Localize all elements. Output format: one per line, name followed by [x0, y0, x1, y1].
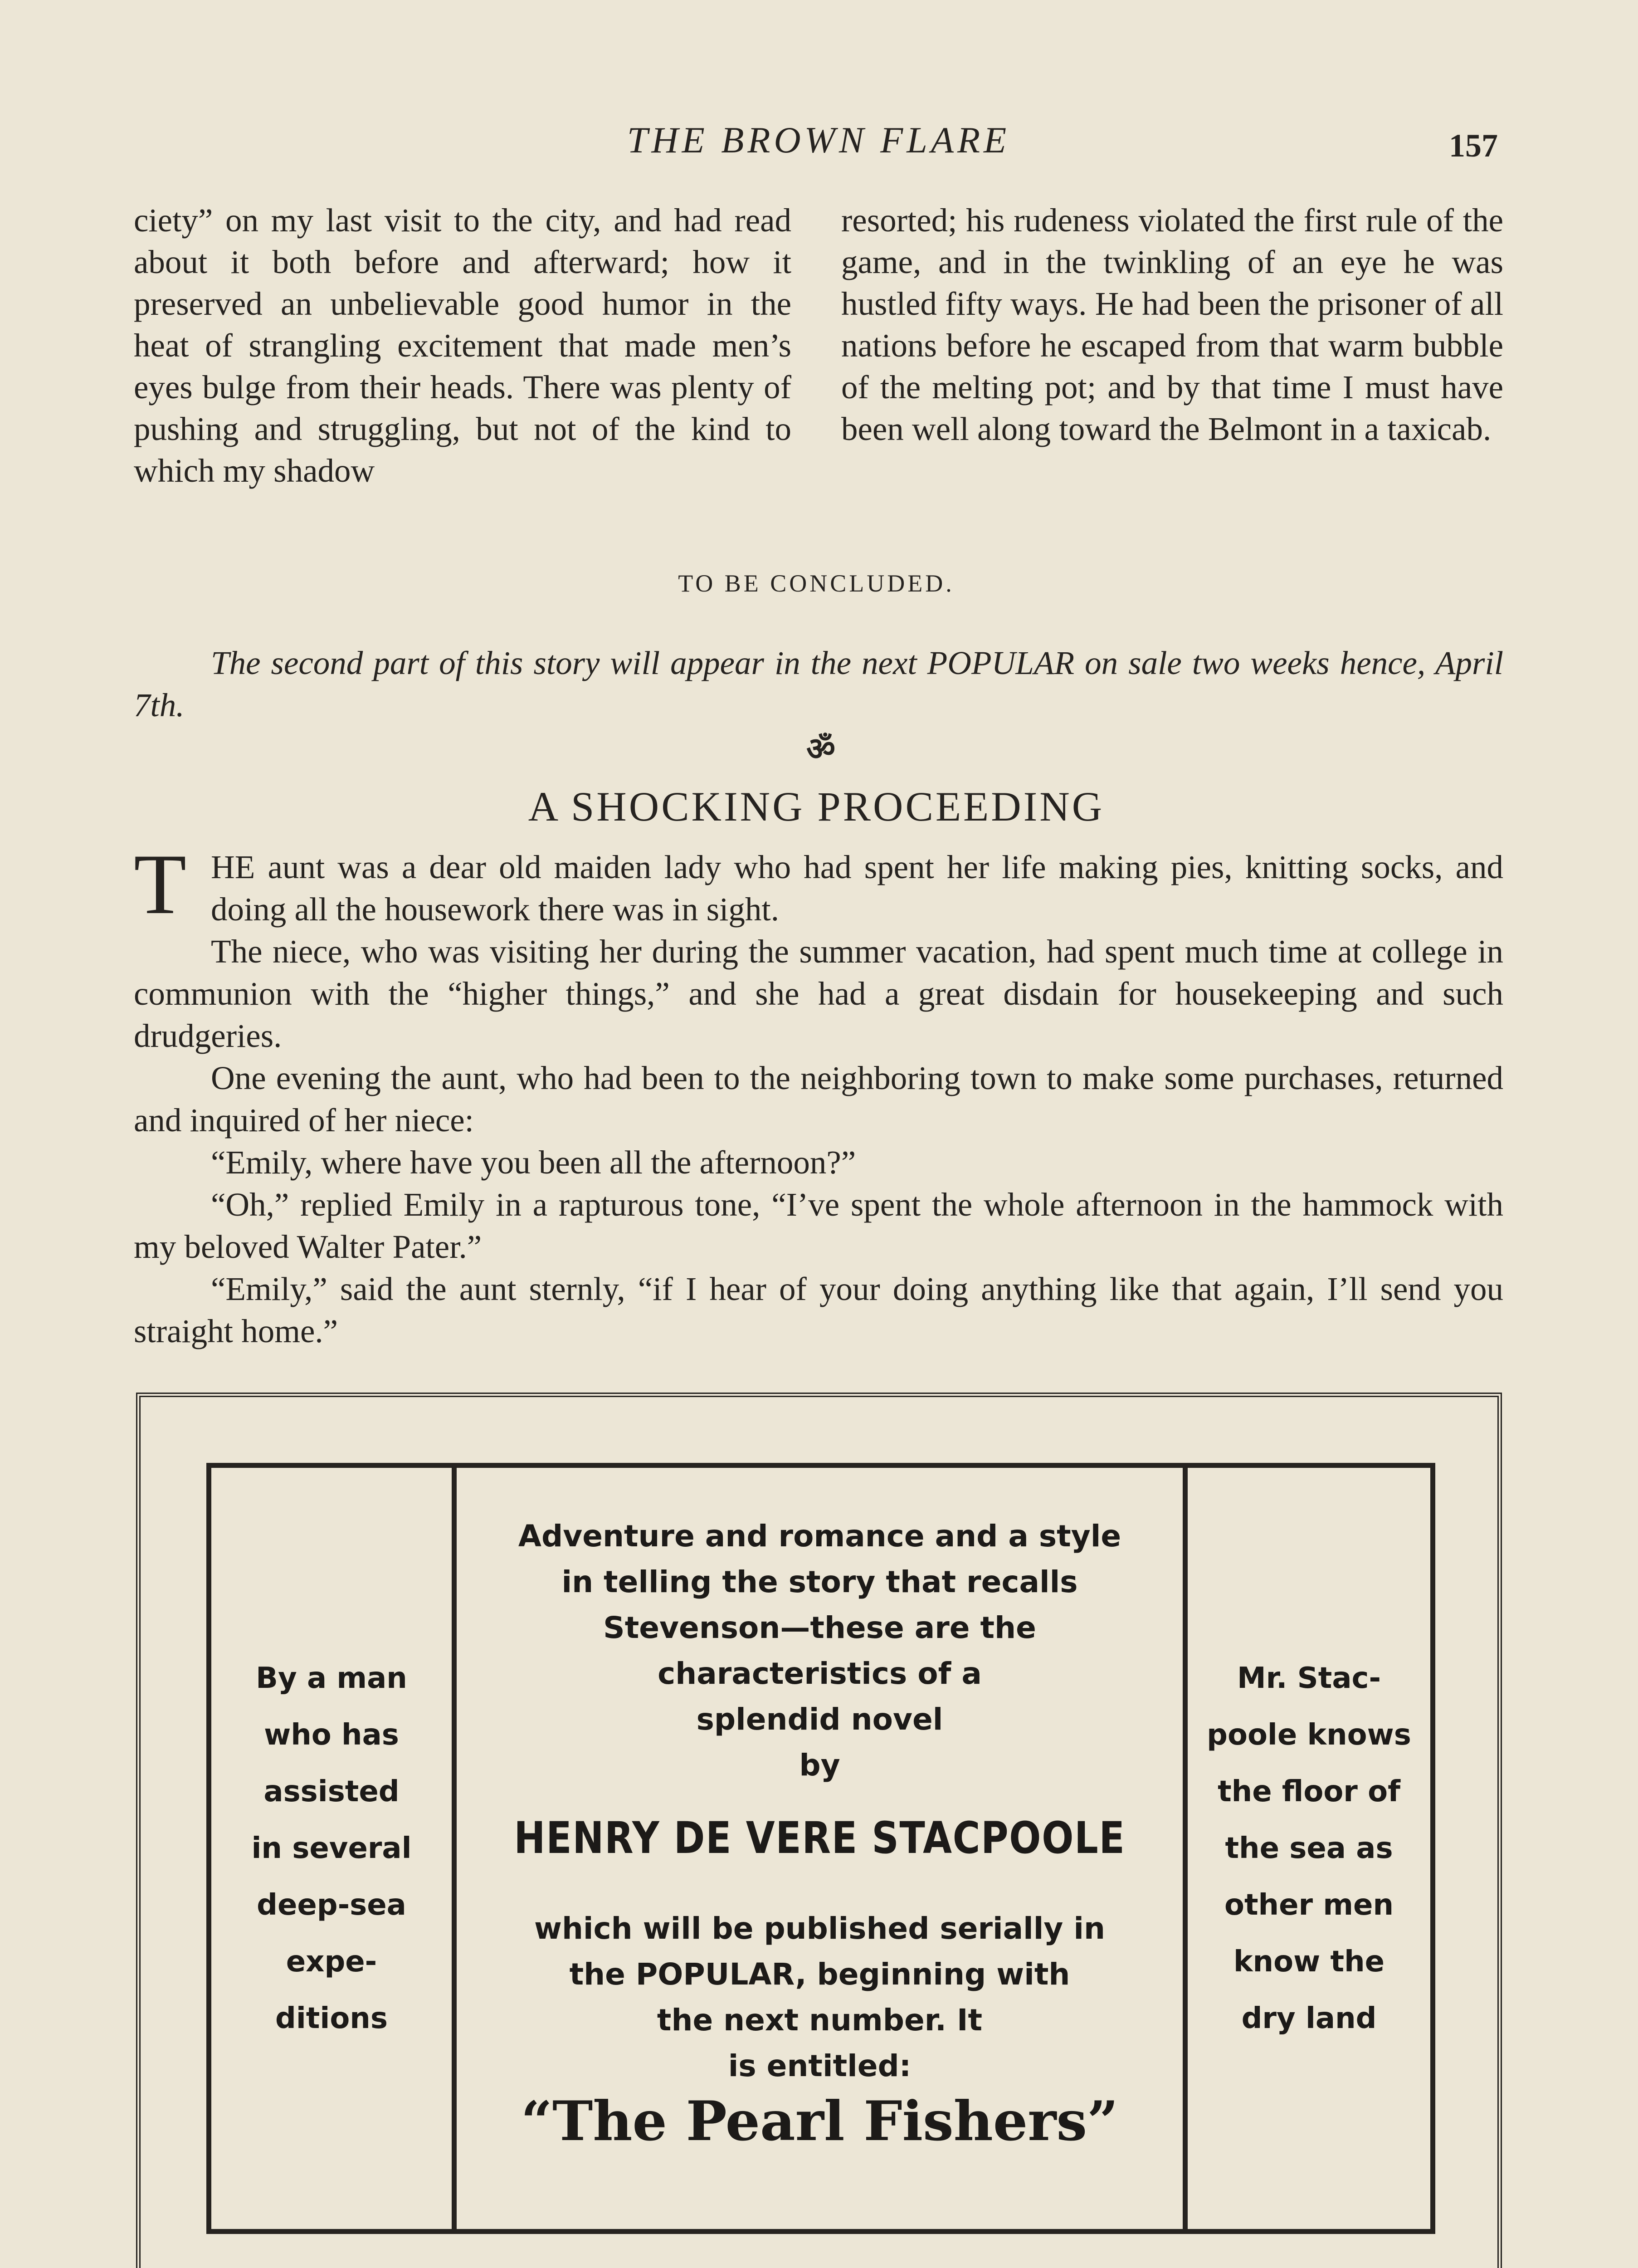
story-paragraph: One evening the aunt, who had been to the neighboring town to make some purchases, returned and inquired of her niece: — [134, 1060, 1503, 1139]
ornament-icon: ॐ — [806, 732, 835, 767]
center-intro-text: Adventure and romance and a style in telling the story that recalls Stevenson—these are the characteristics of a splendid novel by — [518, 1519, 1121, 1783]
story-paragraph: “Emily, where have you been all the afternoon?” — [211, 1144, 856, 1181]
story-paragraph: “Oh,” replied Emily in a rapturous tone, “I’ve spent the whole afternoon in the hammock with my beloved Walter Pater.” — [134, 1186, 1503, 1265]
author-name: HENRY DE VERE STACPOOLE — [514, 1813, 1126, 1863]
right-panel-text: Mr. Stac- poole knows the floor of the sea as other men know the dry land — [1207, 1661, 1411, 2035]
left-column-text: ciety” on my last visit to the city, and had read about it both before and afterward; how it preserved an unbelievable good humor in the heat of strangling excitement that made men’s eyes bulge from their heads. There was plenty of pushing and struggling, but not of the kind to which my shadow — [134, 202, 791, 489]
previous-story-right-column — [841, 200, 1503, 450]
first-word-caps: HE — [211, 849, 255, 885]
publication-text: which will be published serially in the POPULAR, beginning with the next number. It is entitled: — [534, 1911, 1106, 2083]
drop-cap: T — [134, 837, 187, 932]
to-be-concluded-note: TO BE CONCLUDED. — [678, 570, 955, 597]
advertisement-center-panel — [457, 1468, 1183, 2229]
next-issue-note: The second part of this story will appear in the next POPULAR on sale two weeks hence, April 7th. — [134, 645, 1503, 723]
story-paragraph: “Emily,” said the aunt sternly, “if I hear of your doing anything like that again, I’ll send you straight home.” — [134, 1271, 1503, 1349]
page-number: 157 — [1449, 127, 1498, 164]
previous-story-left-column — [134, 200, 791, 492]
story-body — [134, 837, 1503, 1352]
advertisement-box — [206, 1463, 1435, 2234]
story-paragraph: The niece, who was visiting her during the summer vacation, had spent much time at college in communion with the “higher things,” and she had a great disdain for housekeeping and such drudgeries. — [134, 933, 1503, 1054]
left-panel-text: By a man who has assisted in several deep-sea expe- ditions — [251, 1661, 412, 2035]
first-paragraph-text: aunt was a dear old maiden lady who had spent her life making pies, knitting socks, and doing all the housework there was in sight. — [211, 849, 1503, 928]
novel-title: “The Pearl Fishers” — [521, 2089, 1119, 2153]
advertisement-right-panel — [1183, 1468, 1430, 2229]
story-title: A SHOCKING PROCEEDING — [528, 783, 1105, 830]
running-title: THE BROWN FLARE — [627, 119, 1010, 161]
story-paragraph — [134, 837, 1503, 932]
advertisement-left-panel — [211, 1468, 457, 2229]
right-column-text: resorted; his rudeness violated the first rule of the game, and in the twinkling of an eye he was hustled fifty ways. He had been the prisoner of all nations before he escaped from that warm bubble of the melting pot; and by that time I must have been well along toward the Belmont in a taxicab. — [841, 202, 1503, 447]
